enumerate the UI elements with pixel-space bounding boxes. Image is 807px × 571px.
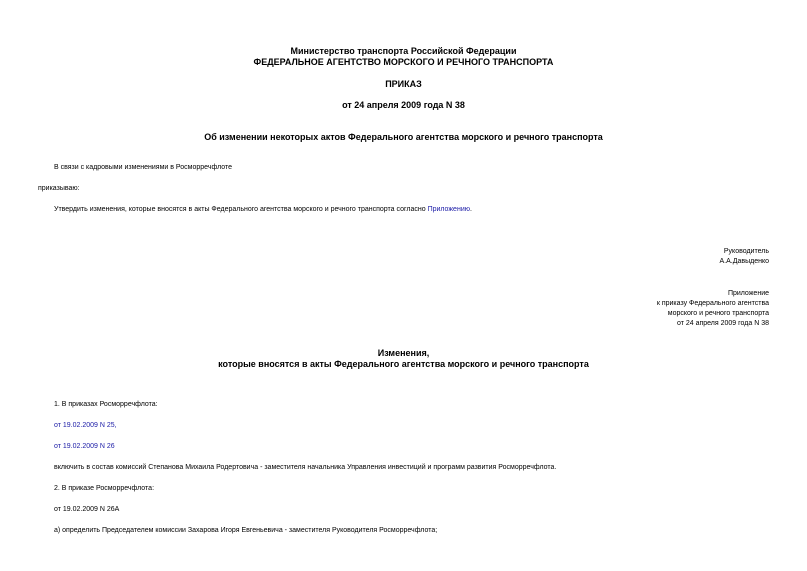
- order-link-26[interactable]: от 19.02.2009 N 26: [54, 443, 115, 450]
- appendix-title: Изменения,: [377, 348, 430, 358]
- ministry-heading: Министерство транспорта Российской Федерации: [290, 46, 517, 56]
- paragraph-reason: В связи с кадровыми изменениями в Росморречфлоте: [54, 164, 233, 171]
- appendix-link[interactable]: Приложению: [427, 206, 470, 213]
- doc-title-heading: Об изменении некоторых актов Федерального агентства морского и речного транспорта: [204, 132, 603, 142]
- appendix-ref-line4: от 24 апреля 2009 года N 38: [676, 320, 769, 327]
- agency-heading: ФЕДЕРАЛЬНОЕ АГЕНТСТВО МОРСКОГО И РЕЧНОГО ТРАНСПОРТА: [253, 57, 554, 67]
- item-2: 2. В приказе Росморречфлота:: [54, 485, 155, 492]
- appendix-ref-line3: морского и речного транспорта: [667, 310, 769, 317]
- order-link-25[interactable]: от 19.02.2009 N 25,: [54, 422, 117, 429]
- signature-position: Руководитель: [723, 248, 769, 255]
- appendix-subtitle: которые вносятся в акты Федерального агентства морского и речного транспорта: [218, 359, 589, 369]
- paragraph-approve-text: Утвердить изменения, которые вносятся в акты Федерального агентства морского и речного транспорта согласно: [54, 206, 428, 213]
- doc-date-heading: от 24 апреля 2009 года N 38: [342, 100, 465, 110]
- order-word: приказываю:: [38, 185, 80, 192]
- paragraph-approve: [54, 206, 472, 213]
- include-paragraph: включить в состав комиссий Степанова Михаила Родертовича - заместителя начальника Управления инвестиций и программ развития Росморречфлота.: [54, 464, 557, 471]
- signature-name: А.А.Давыденко: [719, 258, 769, 265]
- appendix-ref-line2: к приказу Федерального агентства: [656, 300, 769, 307]
- appendix-ref-label: Приложение: [727, 290, 769, 297]
- paragraph-approve-end: .: [469, 206, 472, 213]
- order-reference: от 19.02.2009 N 26А: [54, 506, 120, 513]
- doc-type-heading: ПРИКАЗ: [385, 79, 422, 89]
- item-1: 1. В приказах Росморречфлота:: [54, 401, 158, 408]
- sub-item-a: а) определить Председателем комиссии Захарова Игоря Евгеньевича - заместителя Руководителя Росморречфлота;: [54, 527, 438, 534]
